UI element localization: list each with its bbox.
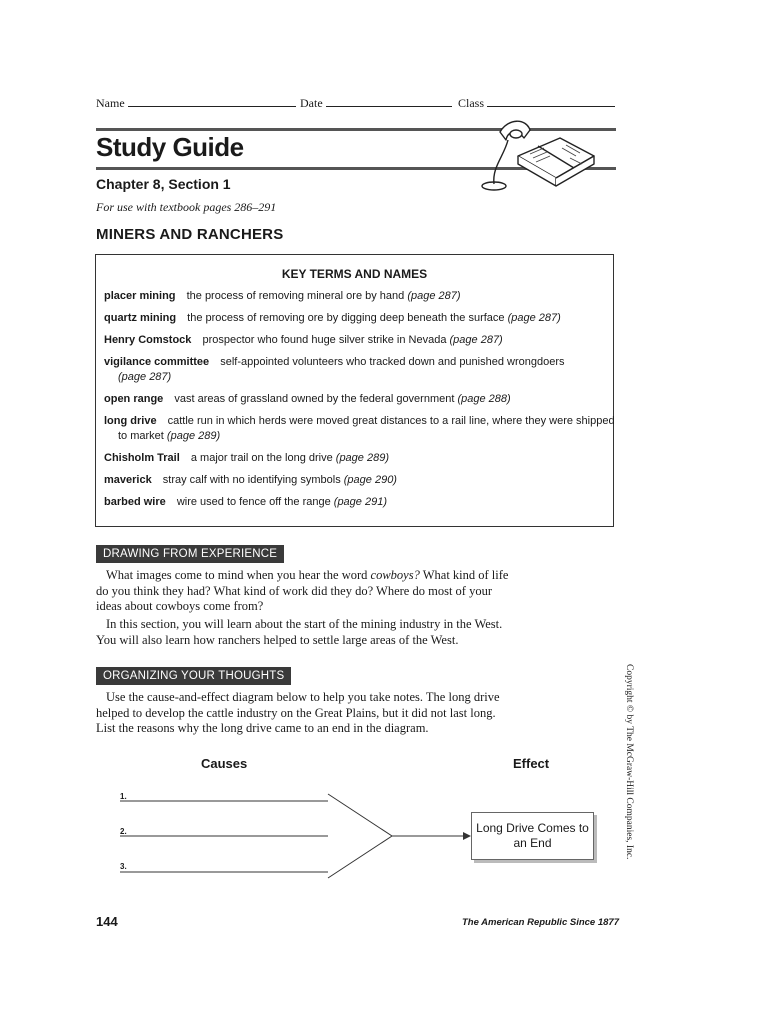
term-page: (page 288) [457,393,511,405]
textbook-pages-note: For use with textbook pages 286–291 [96,200,277,214]
term-definition: wire used to fence off the range [176,496,331,508]
term-page: (page 290) [343,474,397,486]
effect-box [471,812,594,860]
drawing-text-2: In this section, you will learn about the start of the mining industry in the West. You will also learn how ranchers helped to settle large areas of the West. [96,617,503,647]
term-name: Henry Comstock [104,334,192,346]
term-definition: self-appointed volunteers who tracked down and punished wrongdoers [220,356,565,368]
term-page: (page 287) [407,290,461,302]
term-name: vigilance committee [104,356,210,368]
term-page: (page 287) [449,334,503,346]
term-definition: stray calf with no identifying symbols [162,474,341,486]
page-title: Study Guide [96,132,244,162]
drawing-text-b: What kind of life do you think they had? What kind of work did they do? Where do most of your ideas about cowboys come from? [96,568,509,613]
term-definition: the process of removing ore by digging deep beneath the surface [187,312,505,324]
term-page: (page 287) [507,312,561,324]
term-name: long drive [104,415,157,427]
key-terms-heading: KEY TERMS AND NAMES [281,267,428,281]
effect-text: Long Drive Comes to an End [476,821,589,850]
chapter-heading: Chapter 8, Section 1 [96,176,231,192]
cause-number-2: 2. [120,827,127,836]
term-page: (page 291) [333,496,387,508]
term-name: Chisholm Trail [104,452,180,464]
term-page: (page 287) [118,371,172,383]
term-name: quartz mining [104,312,177,324]
name-label: Name [96,96,125,110]
effect-label: Effect [513,756,550,771]
drawing-text-a: What images come to mind when you hear the word [106,568,371,582]
section-title: MINERS AND RANCHERS [96,226,284,243]
page-number: 144 [96,914,118,929]
organizing-text: Use the cause-and-effect diagram below to help you take notes. The long drive helped to develop the cattle industry on the Great Plains, but it did not last long. List the reasons why the long drive came to an end in the diagram. [96,690,500,735]
term-definition: prospector who found huge silver strike in Nevada [202,334,447,346]
causes-label: Causes [201,756,248,771]
cause-number-3: 3. [120,862,127,871]
term-page: (page 289) [335,452,389,464]
term-name: barbed wire [104,496,166,508]
term-definition: vast areas of grassland owned by the federal government [174,393,455,405]
term-definition: a major trail on the long drive [190,452,333,464]
term-name: open range [104,393,164,405]
term-definition: cattle run in which herds were moved great distances to a rail line, where they were shipped to market [118,415,615,442]
date-label: Date [300,96,323,110]
organizing-thoughts-tab: ORGANIZING YOUR THOUGHTS [96,667,291,685]
term-name: placer mining [104,290,176,302]
term-name: maverick [104,474,152,486]
drawing-text-emphasis: cowboys? [370,568,420,582]
book-title: The American Republic Since 1877 [462,917,619,928]
effect-arrow-head [463,832,471,840]
term-definition: the process of removing mineral ore by hand [186,290,405,302]
drawing-from-experience-tab: DRAWING FROM EXPERIENCE [96,545,284,563]
cause-number-1: 1. [120,792,127,801]
copyright-notice: Copyright © by The McGraw-Hill Companies, Inc. [624,664,634,860]
class-label: Class [458,96,485,110]
term-page: (page 289) [166,430,221,442]
cause-connector [328,794,392,878]
